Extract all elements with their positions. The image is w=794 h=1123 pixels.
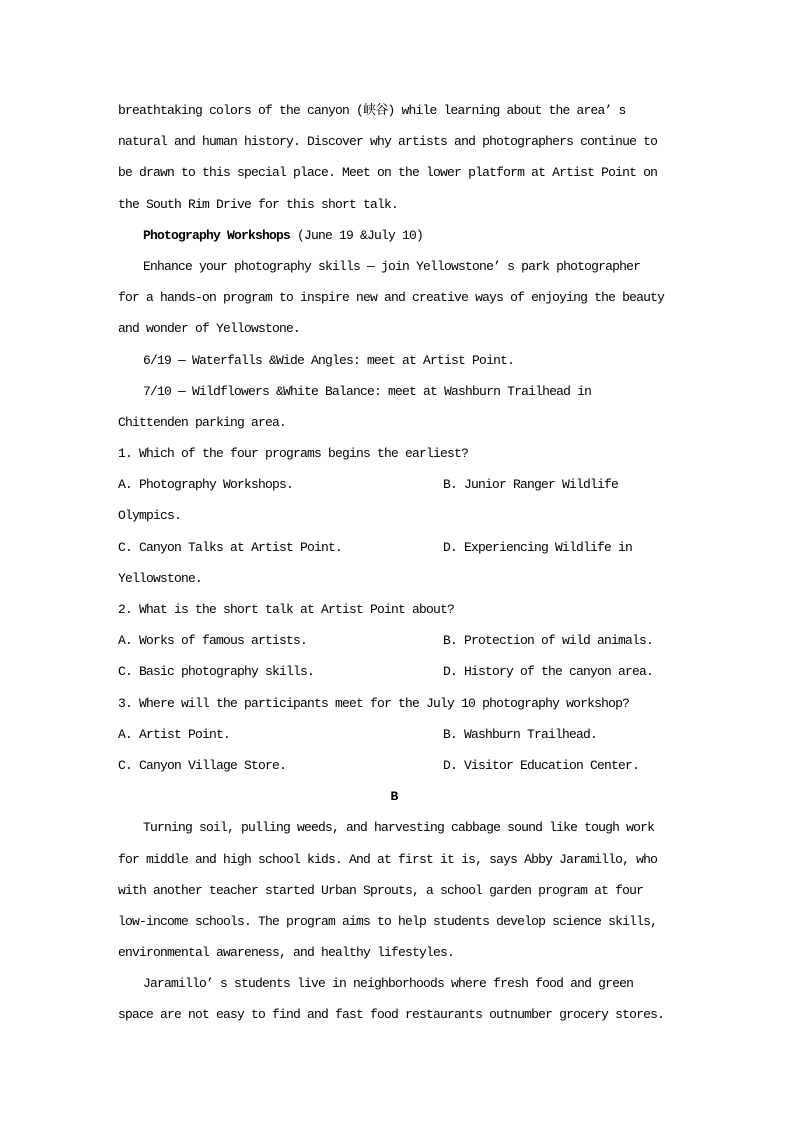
question-1-text: 1. Which of the four programs begins the earliest?	[118, 446, 469, 462]
question-3	[118, 688, 670, 719]
q3-option-a: A. Artist Point.	[118, 726, 231, 742]
question-2	[118, 594, 670, 625]
passage-b-para1-line-2	[118, 844, 670, 875]
question-3-text: 3. Where will the participants meet for the July 10 photography workshop?	[118, 695, 630, 711]
q2-option-d: D. History of the canyon area.	[443, 664, 654, 680]
q1-option-d: D. Experiencing Wildlife in	[443, 539, 633, 555]
passage-a-line-4	[118, 189, 670, 220]
passage-a-line-2-text: natural and human history. Discover why artists and photographers continue to	[118, 134, 658, 150]
passage-a-line-3	[118, 157, 670, 188]
passage-b-para1-line-3-text: with another teacher started Urban Sprouts, a school garden program at four	[118, 882, 644, 898]
passage-b-para1-line-4-text: low-income schools. The program aims to help students develop science skills,	[118, 913, 658, 929]
workshop-july10-line-2	[118, 407, 670, 438]
q3-options-ab	[118, 719, 670, 750]
passage-b-para2-line-2-text: space are not easy to find and fast food restaurants outnumber grocery stores.	[118, 1007, 665, 1023]
workshops-desc-line-2	[118, 282, 670, 313]
q3-option-c: C. Canyon Village Store.	[118, 757, 287, 773]
photography-workshops-heading	[118, 220, 670, 251]
passage-b-para1-line-2-text: for middle and high school kids. And at first it is, says Abby Jaramillo, who	[118, 851, 658, 867]
passage-b-para2-line-2	[118, 999, 670, 1030]
passage-b-para1-line-1-text: Turning soil, pulling weeds, and harvesting cabbage sound like tough work	[143, 820, 655, 836]
workshops-desc-line-3	[118, 313, 670, 344]
passage-a-line-1-text: breathtaking colors of the canyon (峡谷) while learning about the area’ s	[118, 103, 626, 118]
section-b-heading-text: B	[390, 789, 398, 805]
passage-a-line-3-text: be drawn to this special place. Meet on the lower platform at Artist Point on	[118, 165, 658, 181]
q1-option-b: B. Junior Ranger Wildlife	[443, 477, 619, 493]
passage-b-para2-line-1	[118, 968, 670, 999]
q3-option-d: D. Visitor Education Center.	[443, 757, 640, 773]
q1-option-c: C. Canyon Talks at Artist Point.	[118, 539, 343, 555]
q3-option-b: B. Washburn Trailhead.	[443, 726, 598, 742]
passage-b-para2-line-1-text: Jaramillo’ s students live in neighborhoods where fresh food and green	[143, 976, 634, 992]
q1-options-ab	[118, 469, 670, 500]
workshops-desc-line-1	[118, 251, 670, 282]
workshop-july10-line-1-text: 7/10 — Wildflowers &White Balance: meet at Washburn Trailhead in	[143, 383, 592, 399]
q3-options-cd	[118, 750, 670, 781]
passage-a-line-2	[118, 126, 670, 157]
workshops-desc-line-2-text: for a hands-on program to inspire new and creative ways of enjoying the beauty	[118, 290, 665, 306]
q2-option-c: C. Basic photography skills.	[118, 664, 315, 680]
document-content	[118, 95, 670, 1031]
workshop-july10-line-2-text: Chittenden parking area.	[118, 414, 287, 430]
q2-option-a: A. Works of famous artists.	[118, 633, 308, 649]
section-b-heading	[118, 781, 670, 812]
q1-option-d-continuation-text: Yellowstone.	[118, 570, 203, 586]
passage-b-para1-line-3	[118, 875, 670, 906]
passage-b-para1-line-1	[118, 812, 670, 843]
passage-a-line-1	[118, 95, 670, 126]
question-1	[118, 438, 670, 469]
question-2-text: 2. What is the short talk at Artist Point about?	[118, 602, 455, 617]
passage-b-para1-line-5	[118, 937, 670, 968]
q1-option-b-continuation	[118, 500, 670, 531]
workshop-june19-line	[118, 345, 670, 376]
q2-option-b: B. Protection of wild animals.	[443, 633, 654, 649]
q1-option-d-continuation	[118, 563, 670, 594]
q1-options-cd	[118, 532, 670, 563]
workshop-june19-line-text: 6/19 — Waterfalls &Wide Angles: meet at Artist Point.	[143, 352, 515, 368]
q2-options-ab	[118, 625, 670, 656]
passage-a-line-4-text: the South Rim Drive for this short talk.	[118, 196, 399, 212]
photography-workshops-dates: (June 19 &July 10)	[290, 227, 424, 243]
workshops-desc-line-3-text: and wonder of Yellowstone.	[118, 321, 301, 337]
workshops-desc-line-1-text: Enhance your photography skills — join Yellowstone’ s park photographer	[143, 258, 641, 274]
passage-b-para1-line-4	[118, 906, 670, 937]
workshop-july10-line-1	[118, 376, 670, 407]
passage-b-para1-line-5-text: environmental awareness, and healthy lifestyles.	[118, 945, 455, 961]
q1-option-b-continuation-text: Olympics.	[118, 508, 182, 524]
photography-workshops-title: Photography Workshops	[143, 227, 291, 243]
q1-option-a: A. Photography Workshops.	[118, 477, 294, 493]
q2-options-cd	[118, 656, 670, 687]
